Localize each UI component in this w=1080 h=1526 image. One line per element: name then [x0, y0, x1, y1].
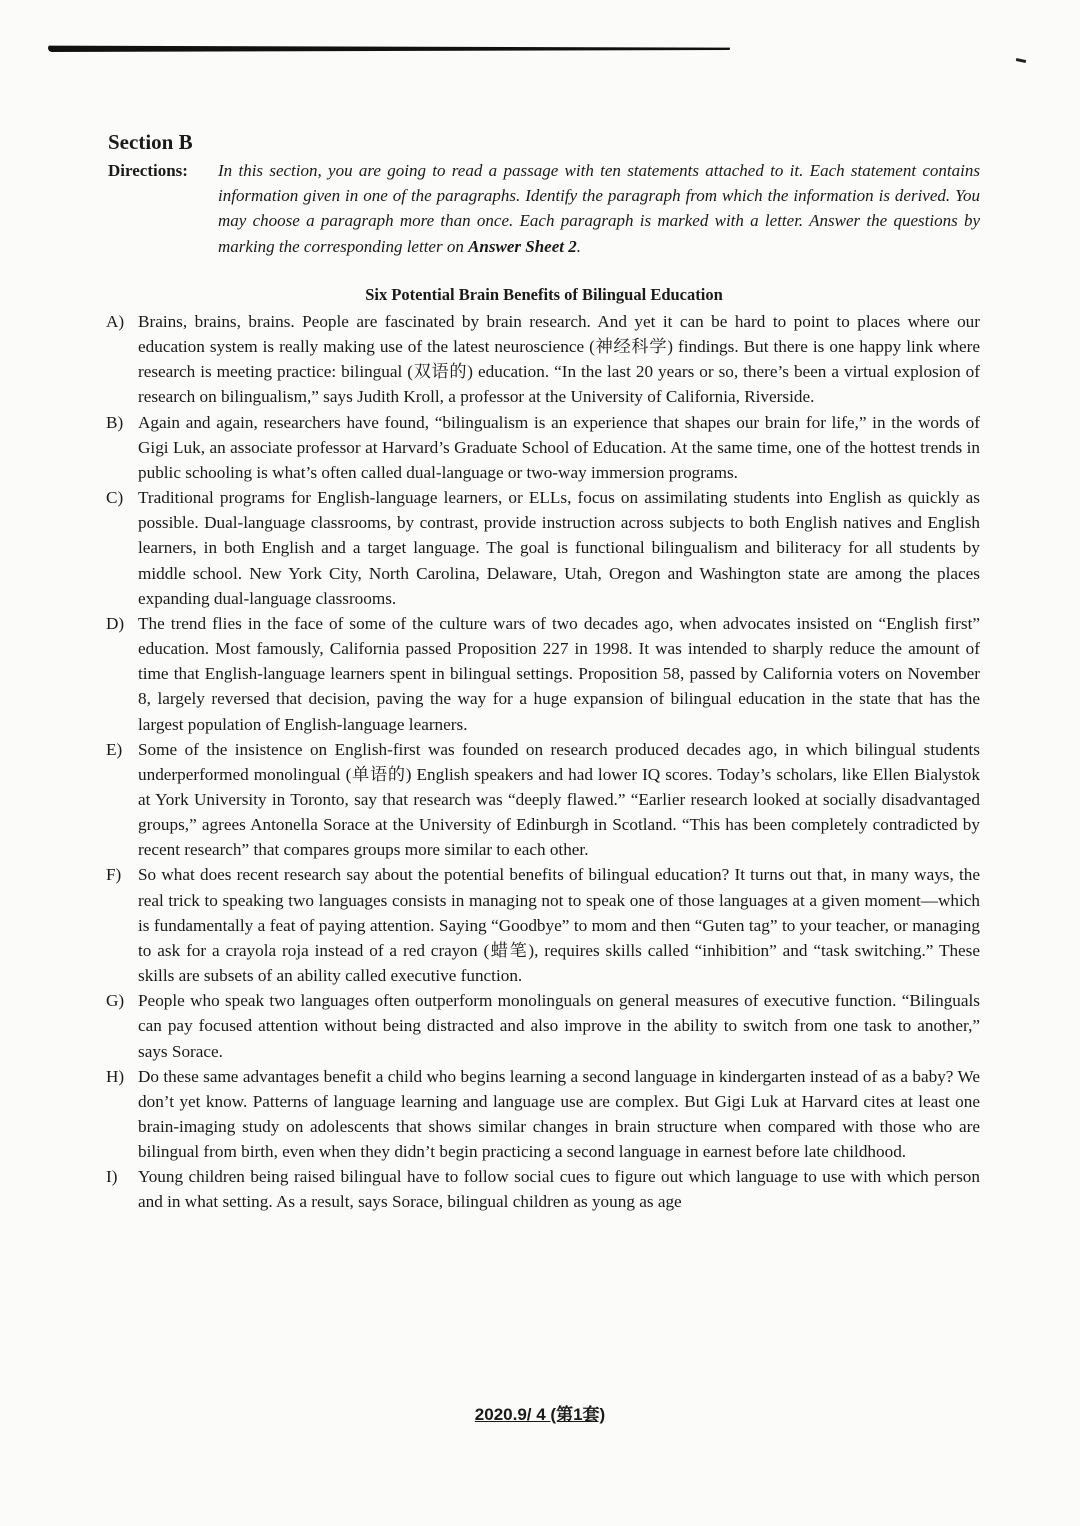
- directions-end: .: [576, 236, 581, 256]
- passage-title: Six Potential Brain Benefits of Bilingual Education: [365, 285, 723, 304]
- paragraph-text: Do these same advantages benefit a child who begins learning a second language in kindergarten instead of as a baby? We don’t yet know. Patterns of language learning and language use are complex. But Gigi Luk at Harvard cites at least one brain-imaging study on adolescents that shows similar changes in brain structure when compared with those who are bilingual from birth, even when they didn’t begin practicing a second language in earnest before late childhood.: [138, 1066, 980, 1162]
- paragraph-text: People who speak two languages often outperform monolinguals on general measures of executive function. “Bilinguals can pay focused attention without being distracted and also improve in the ability to switch from one task to another,” says Sorace.: [138, 991, 980, 1061]
- directions-body: [218, 158, 980, 259]
- paragraph-text: Brains, brains, brains. People are fascinated by brain research. And yet it can be hard to point to places where our education system is really making use of the latest neuroscience (神经科学) findings. But there is one happy link where research is meeting practice: bilingual (双语的) education. “In the last 20 years or so, there’s been a virtual explosion of research on bilingualism,” says Judith Kroll, a professor at the University of California, Riverside.: [138, 312, 980, 407]
- paragraph-text: The trend flies in the face of some of the culture wars of two decades ago, when advocates insisted on “English first” education. Most famously, California passed Proposition 227 in 1998. It was intended to sharply reduce the amount of time that English-language learners spent in bilingual settings. Proposition 58, passed by California voters on November 8, largely reversed that decision, paving the way for a huge expansion of bilingual education in the state that has the largest population of English-language learners.: [138, 613, 980, 734]
- paragraph-text: Again and again, researchers have found, “bilingualism is an experience that shapes our brain for life,” in the words of Gigi Luk, an associate professor at Harvard’s Graduate School of Education. At the same time, one of the hottest trends in public schooling is what’s often called dual-language or two-way immersion programs.: [138, 412, 980, 482]
- paragraph-letter: G): [106, 991, 125, 1011]
- paragraph-e: [106, 737, 980, 863]
- paragraph-h: [106, 1064, 980, 1165]
- paragraph-f: [106, 862, 980, 988]
- paragraph-b: [106, 410, 980, 485]
- paragraph-letter: F): [106, 865, 122, 885]
- paragraph-text: Traditional programs for English-language learners, or ELLs, focus on assimilating students into English as quickly as possible. Dual-language classrooms, by contrast, provide instruction across subjects to both English natives and English learners, in both English and a target language. The goal is functional bilingualism and biliteracy for all students by middle school. New York City, North Carolina, Delaware, Utah, Oregon and Washington state are among the places expanding dual-language classrooms.: [138, 488, 980, 608]
- paragraph-text: Young children being raised bilingual have to follow social cues to figure out which language to use with which person and in what setting. As a result, says Sorace, bilingual children as young as age: [138, 1167, 980, 1212]
- paragraph-letter: I): [106, 1167, 118, 1187]
- directions-block: [108, 158, 980, 259]
- paragraph-text: Some of the insistence on English-first was founded on research produced decades ago, in which bilingual students underperformed monolingual (单语的) English speakers and had lower IQ scores. Today’s scholars, like Ellen Bialystok at York University in Toronto, say that research was “deeply flawed.” “Earlier research looked at socially disadvantaged groups,” agrees Antonella Sorace at the University of Edinburgh in Scotland. “This has been completely contradicted by recent research” that compares groups more similar to each other.: [138, 739, 980, 860]
- directions-label: Directions:: [108, 161, 188, 180]
- answer-sheet-ref: Answer Sheet 2: [468, 236, 577, 256]
- paragraph-i: [106, 1164, 980, 1214]
- paragraph-text: So what does recent research say about the potential benefits of bilingual education? It turns out that, in many ways, the real trick to speaking two languages consists in managing not to speak one of those languages at a given moment—which is fundamentally a feat of paying attention. Saying “Goodbye” to mom and then “Guten tag” to your teacher, or managing to ask for a crayola roja instead of a red crayon (蜡笔), requires skills called “inhibition” and “task switching.” These skills are subsets of an ability called executive function.: [138, 865, 980, 986]
- top-scan-rule: [48, 44, 730, 52]
- paragraph-letter: B): [106, 412, 124, 432]
- paragraph-letter: E): [106, 739, 123, 759]
- section-title: Section B: [108, 130, 193, 154]
- paragraph-letter: H): [106, 1066, 125, 1086]
- paragraph-letter: D): [106, 613, 125, 633]
- paragraph-a: [106, 309, 980, 410]
- corner-scan-mark: [1016, 58, 1026, 63]
- paragraph-d: [106, 611, 980, 737]
- paragraph-letter: A): [106, 312, 125, 331]
- page-footer: 2020.9/ 4 (第1套): [474, 1405, 606, 1424]
- directions-text: In this section, you are going to read a passage with ten statements attached to it. Each statement contains information given in one of the paragraphs. Identify the paragraph from which the information is derived. You may choose a paragraph more than once. Each paragraph is marked with a letter. Answer the questions by marking the corresponding letter on: [218, 161, 980, 256]
- paragraph-c: [106, 485, 980, 611]
- paragraph-g: [106, 988, 980, 1063]
- passage-paragraphs: [106, 309, 980, 1215]
- paragraph-letter: C): [106, 488, 124, 508]
